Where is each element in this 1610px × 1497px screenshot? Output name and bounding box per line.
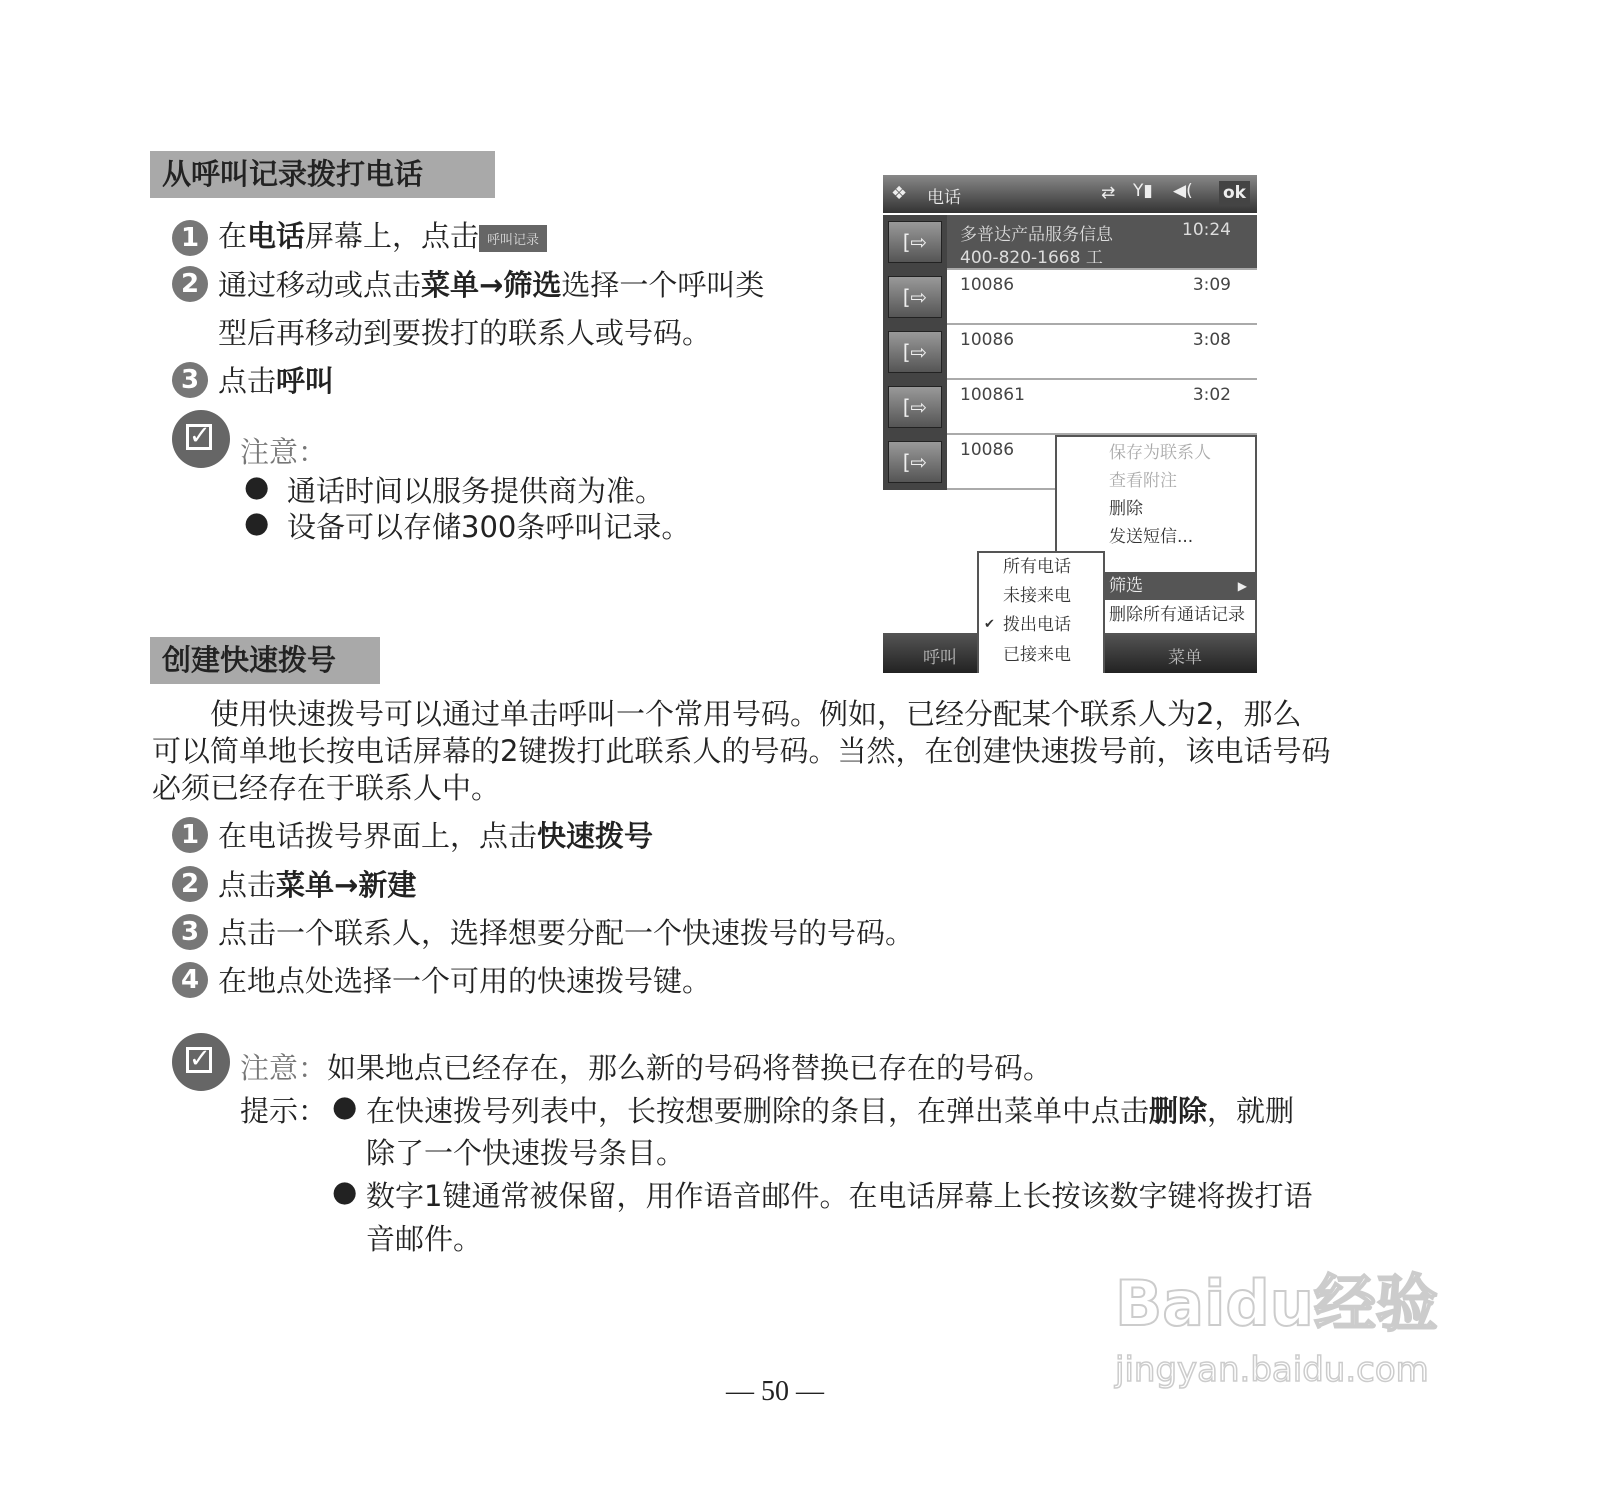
menu-item-view-note[interactable]: 查看附注 xyxy=(1109,471,1177,491)
submenu-arrow-icon: ▶ xyxy=(1237,579,1247,593)
outgoing-call-icon: [⇨ xyxy=(883,380,947,435)
filter-submenu xyxy=(977,551,1105,673)
note-item: 设备可以存储300条呼叫记录。 xyxy=(287,510,691,544)
section-heading-call-log: 从呼叫记录拨打电话 xyxy=(150,151,495,198)
note-item: 通话时间以服务提供商为准。 xyxy=(287,474,665,508)
windows-start-icon: ❖ xyxy=(891,183,908,204)
step-number: 1 xyxy=(172,817,208,853)
contact-name: 多普达产品服务信息 xyxy=(960,225,1113,245)
contact-name: 100861 xyxy=(960,385,1025,405)
call-log-row[interactable] xyxy=(883,380,1257,435)
note-check-icon: ✓ xyxy=(172,410,230,468)
baidu-watermark-url: jingyan.baidu.com xyxy=(1115,1350,1429,1390)
call-log-row[interactable] xyxy=(883,215,1257,270)
outgoing-call-icon: [⇨ xyxy=(883,270,947,325)
bullet-icon: ● xyxy=(332,1089,358,1123)
softkey-menu[interactable]: 菜单 xyxy=(1168,648,1202,668)
call-log-button-image: 呼叫记录 xyxy=(479,225,547,252)
softkey-call[interactable]: 呼叫 xyxy=(923,648,957,668)
paragraph-line: 必须已经存在于联系人中。 xyxy=(152,771,501,805)
step-number: 3 xyxy=(172,362,208,398)
tip-2: 数字1键通常被保留，用作语音邮件。在电话屏幕上长按该数字键将拨打语 xyxy=(366,1179,1313,1213)
note-text: 注意：如果地点已经存在，那么新的号码将替换已存在的号码。 xyxy=(240,1051,1053,1085)
tip-label: 提示： xyxy=(240,1094,328,1128)
step-2-text-line2: 型后再移动到要拨打的联系人或号码。 xyxy=(218,316,712,350)
call-time: 3:08 xyxy=(1192,330,1231,350)
app-title: 电话 xyxy=(927,188,961,208)
step-4-text: 在地点处选择一个可用的快速拨号键。 xyxy=(218,964,712,998)
phone-screenshot xyxy=(883,175,1257,673)
volume-icon: ◀( xyxy=(1173,181,1193,201)
baidu-watermark-logo: Baidu经验 xyxy=(1115,1267,1438,1340)
signal-icon: Y▮ xyxy=(1133,181,1153,201)
ok-button[interactable]: ok xyxy=(1219,181,1250,205)
step-1-text: 在电话拨号界面上，点击快速拨号 xyxy=(218,819,654,853)
tip-1-line2: 除了一个快速拨号条目。 xyxy=(366,1136,686,1170)
menu-item-delete[interactable]: 删除 xyxy=(1109,499,1143,519)
tip-2-line2: 音邮件。 xyxy=(366,1222,483,1256)
step-3-text: 点击呼叫 xyxy=(218,364,335,398)
paragraph-line: 使用快速拨号可以通过单击呼叫一个常用号码。例如，已经分配某个联系人为2，那么 xyxy=(152,697,1302,731)
step-3-text: 点击一个联系人，选择想要分配一个快速拨号的号码。 xyxy=(218,916,915,950)
call-time: 3:02 xyxy=(1192,385,1231,405)
filter-all-calls[interactable]: 所有电话 xyxy=(1003,557,1071,577)
step-2-text: 通过移动或点击菜单→筛选选择一个呼叫类 xyxy=(218,268,765,302)
bullet-icon: ● xyxy=(244,505,270,539)
filter-outgoing[interactable]: 拨出电话 xyxy=(1003,615,1071,635)
check-icon: ✔ xyxy=(984,617,995,632)
title-bar xyxy=(883,175,1257,213)
call-log-row[interactable] xyxy=(883,270,1257,325)
step-1-text: 在电话屏幕上，点击 呼叫记录 xyxy=(218,214,547,255)
contact-name: 10086 xyxy=(960,330,1015,350)
tip-1: 在快速拨号列表中，长按想要删除的条目，在弹出菜单中点击删除，就删 xyxy=(366,1094,1295,1128)
call-log-row[interactable] xyxy=(883,325,1257,380)
connectivity-icon: ⇄ xyxy=(1101,183,1116,203)
paragraph-line: 可以简单地长按电话屏幕的2键拨打此联系人的号码。当然，在创建快速拨号前，该电话号码 xyxy=(152,734,1331,768)
filter-missed[interactable]: 未接来电 xyxy=(1003,586,1071,606)
bullet-icon: ● xyxy=(244,469,270,503)
contact-name: 10086 xyxy=(960,275,1015,295)
call-time: 10:24 xyxy=(1182,220,1231,240)
section-heading-speed-dial: 创建快速拨号 xyxy=(150,637,380,684)
note-check-icon: ✓ xyxy=(172,1033,230,1091)
menu-item-filter-label: 筛选 xyxy=(1109,576,1143,596)
outgoing-call-icon: [⇨ xyxy=(883,435,947,490)
step-number: 2 xyxy=(172,866,208,902)
step-2-text: 点击菜单→新建 xyxy=(218,868,417,902)
step-number: 4 xyxy=(172,962,208,998)
outgoing-call-icon: [⇨ xyxy=(883,325,947,380)
step-number: 3 xyxy=(172,914,208,950)
bullet-icon: ● xyxy=(332,1174,358,1208)
contact-number: 400-820-1668 工 xyxy=(960,248,1103,268)
page-number: — 50 — xyxy=(726,1376,824,1407)
note-label: 注意： xyxy=(240,435,328,469)
menu-item-send-sms[interactable]: 发送短信... xyxy=(1109,527,1194,547)
menu-item-delete-all[interactable]: 删除所有通话记录 xyxy=(1109,605,1245,625)
step-number: 1 xyxy=(172,220,208,256)
menu-item-save-contact[interactable]: 保存为联系人 xyxy=(1109,443,1211,463)
step-number: 2 xyxy=(172,266,208,302)
outgoing-call-icon: [⇨ xyxy=(883,215,947,270)
call-time: 3:09 xyxy=(1192,275,1231,295)
contact-name: 10086 xyxy=(960,440,1015,460)
filter-incoming[interactable]: 已接来电 xyxy=(1003,645,1071,665)
